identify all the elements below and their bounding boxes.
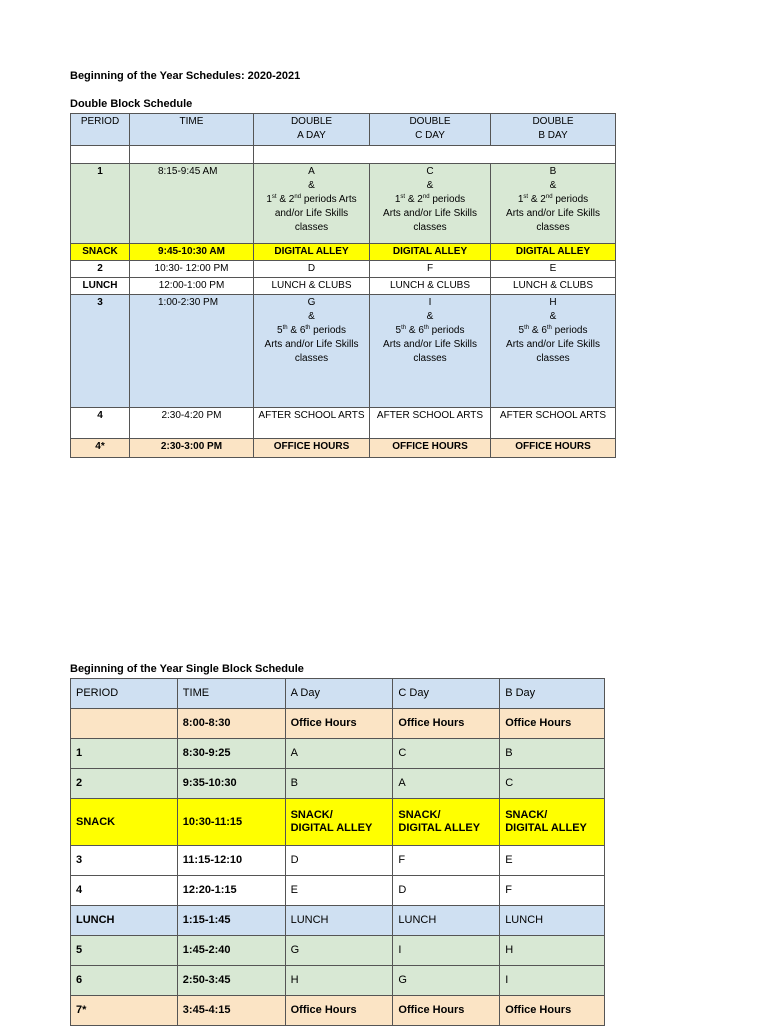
c-day-cell: I & 5th & 6th periods Arts and/or Life Skills classes: [370, 295, 491, 408]
a-day-cell: Office Hours: [285, 709, 393, 739]
table-row: [71, 769, 605, 799]
a-day-cell: B: [285, 769, 393, 799]
time-cell: 3:45-4:15: [177, 996, 285, 1026]
period-cell: 6: [71, 966, 178, 996]
table-row: [71, 966, 605, 996]
time-cell: 12:20-1:15: [177, 876, 285, 906]
b-day-cell: Office Hours: [500, 996, 605, 1026]
table-header-row: [71, 679, 605, 709]
table-row-blank: [71, 146, 616, 164]
office-hours-row: 4* 2:30-3:00 PM OFFICE HOURS OFFICE HOURS OFFICE HOURS: [71, 439, 616, 458]
period-cell: 1: [71, 164, 130, 244]
lunch-row: LUNCH 12:00-1:00 PM LUNCH & CLUBS LUNCH & CLUBS LUNCH & CLUBS: [71, 278, 616, 295]
header-b-day: B Day: [500, 679, 605, 709]
table-row: [71, 709, 605, 739]
b-day-cell: B: [500, 739, 605, 769]
a-day-cell: H: [285, 966, 393, 996]
time-cell: 2:50-3:45: [177, 966, 285, 996]
b-day-cell: Office Hours: [500, 709, 605, 739]
c-day-cell: Office Hours: [393, 709, 500, 739]
table-row: [71, 846, 605, 876]
c-day-cell: A: [393, 769, 500, 799]
c-day-cell: Office Hours: [393, 996, 500, 1026]
time-cell: 1:15-1:45: [177, 906, 285, 936]
double-block-schedule-table: [70, 113, 616, 458]
single-block-caption: Beginning of the Year Single Block Schedule: [70, 663, 304, 675]
b-day-cell: H: [500, 936, 605, 966]
period-cell: LUNCH: [71, 906, 178, 936]
period-cell: 2: [71, 769, 178, 799]
table-row: [71, 295, 616, 408]
header-time: TIME: [177, 679, 285, 709]
table-row: [71, 876, 605, 906]
header-period: PERIOD: [71, 114, 130, 146]
a-day-cell: E: [285, 876, 393, 906]
period-cell: 5: [71, 936, 178, 966]
b-day-cell: B & 1st & 2nd periods Arts and/or Life Skills classes: [491, 164, 616, 244]
c-day-cell: I: [393, 936, 500, 966]
period-cell: SNACK: [71, 799, 178, 846]
header-a-day: A Day: [285, 679, 393, 709]
single-block-schedule-table: [70, 678, 605, 1026]
a-day-cell: D: [285, 846, 393, 876]
header-b-day: DOUBLE B DAY: [491, 114, 616, 146]
a-day-cell: G & 5th & 6th periods Arts and/or Life Skills classes: [254, 295, 370, 408]
time-cell: 1:45-2:40: [177, 936, 285, 966]
c-day-cell: LUNCH: [393, 906, 500, 936]
header-period: PERIOD: [71, 679, 178, 709]
table-row: [71, 799, 605, 846]
period-cell: 7*: [71, 996, 178, 1026]
header-time: TIME: [130, 114, 254, 146]
b-day-cell: SNACK/ DIGITAL ALLEY: [500, 799, 605, 846]
period-cell: [71, 709, 178, 739]
b-day-cell: F: [500, 876, 605, 906]
b-day-cell: E: [500, 846, 605, 876]
period-cell: 3: [71, 846, 178, 876]
table-row: [71, 739, 605, 769]
table-header-row: [71, 114, 616, 146]
page-title: Beginning of the Year Schedules: 2020-2021: [70, 70, 301, 82]
time-cell: 8:15-9:45 AM: [130, 164, 254, 244]
table-row: [71, 164, 616, 244]
time-cell: 8:00-8:30: [177, 709, 285, 739]
table-row: 2 10:30- 12:00 PM D F E: [71, 261, 616, 278]
c-day-cell: C: [393, 739, 500, 769]
c-day-cell: C & 1st & 2nd periods Arts and/or Life Skills classes: [370, 164, 491, 244]
period-cell: 4: [71, 876, 178, 906]
a-day-cell: A & 1st & 2nd periods Arts and/or Life Skills classes: [254, 164, 370, 244]
c-day-cell: F: [393, 846, 500, 876]
header-c-day: C Day: [393, 679, 500, 709]
period-cell: 1: [71, 739, 178, 769]
time-cell: 1:00-2:30 PM: [130, 295, 254, 408]
time-cell: 11:15-12:10: [177, 846, 285, 876]
b-day-cell: I: [500, 966, 605, 996]
a-day-cell: LUNCH: [285, 906, 393, 936]
table-row: [71, 996, 605, 1026]
header-c-day: DOUBLE C DAY: [370, 114, 491, 146]
time-cell: 8:30-9:25: [177, 739, 285, 769]
time-cell: 9:35-10:30: [177, 769, 285, 799]
snack-row: SNACK 9:45-10:30 AM DIGITAL ALLEY DIGITAL ALLEY DIGITAL ALLEY: [71, 244, 616, 261]
a-day-cell: Office Hours: [285, 996, 393, 1026]
table-row: [71, 936, 605, 966]
header-a-day: DOUBLE A DAY: [254, 114, 370, 146]
table-row: [71, 906, 605, 936]
period-cell: 3: [71, 295, 130, 408]
double-block-caption: Double Block Schedule: [70, 98, 193, 110]
b-day-cell: C: [500, 769, 605, 799]
a-day-cell: G: [285, 936, 393, 966]
a-day-cell: A: [285, 739, 393, 769]
b-day-cell: H & 5th & 6th periods Arts and/or Life Skills classes: [491, 295, 616, 408]
c-day-cell: D: [393, 876, 500, 906]
b-day-cell: LUNCH: [500, 906, 605, 936]
c-day-cell: G: [393, 966, 500, 996]
a-day-cell: SNACK/ DIGITAL ALLEY: [285, 799, 393, 846]
table-row: 4 2:30-4:20 PM AFTER SCHOOL ARTS AFTER SCHOOL ARTS AFTER SCHOOL ARTS: [71, 408, 616, 439]
c-day-cell: SNACK/ DIGITAL ALLEY: [393, 799, 500, 846]
time-cell: 10:30-11:15: [177, 799, 285, 846]
